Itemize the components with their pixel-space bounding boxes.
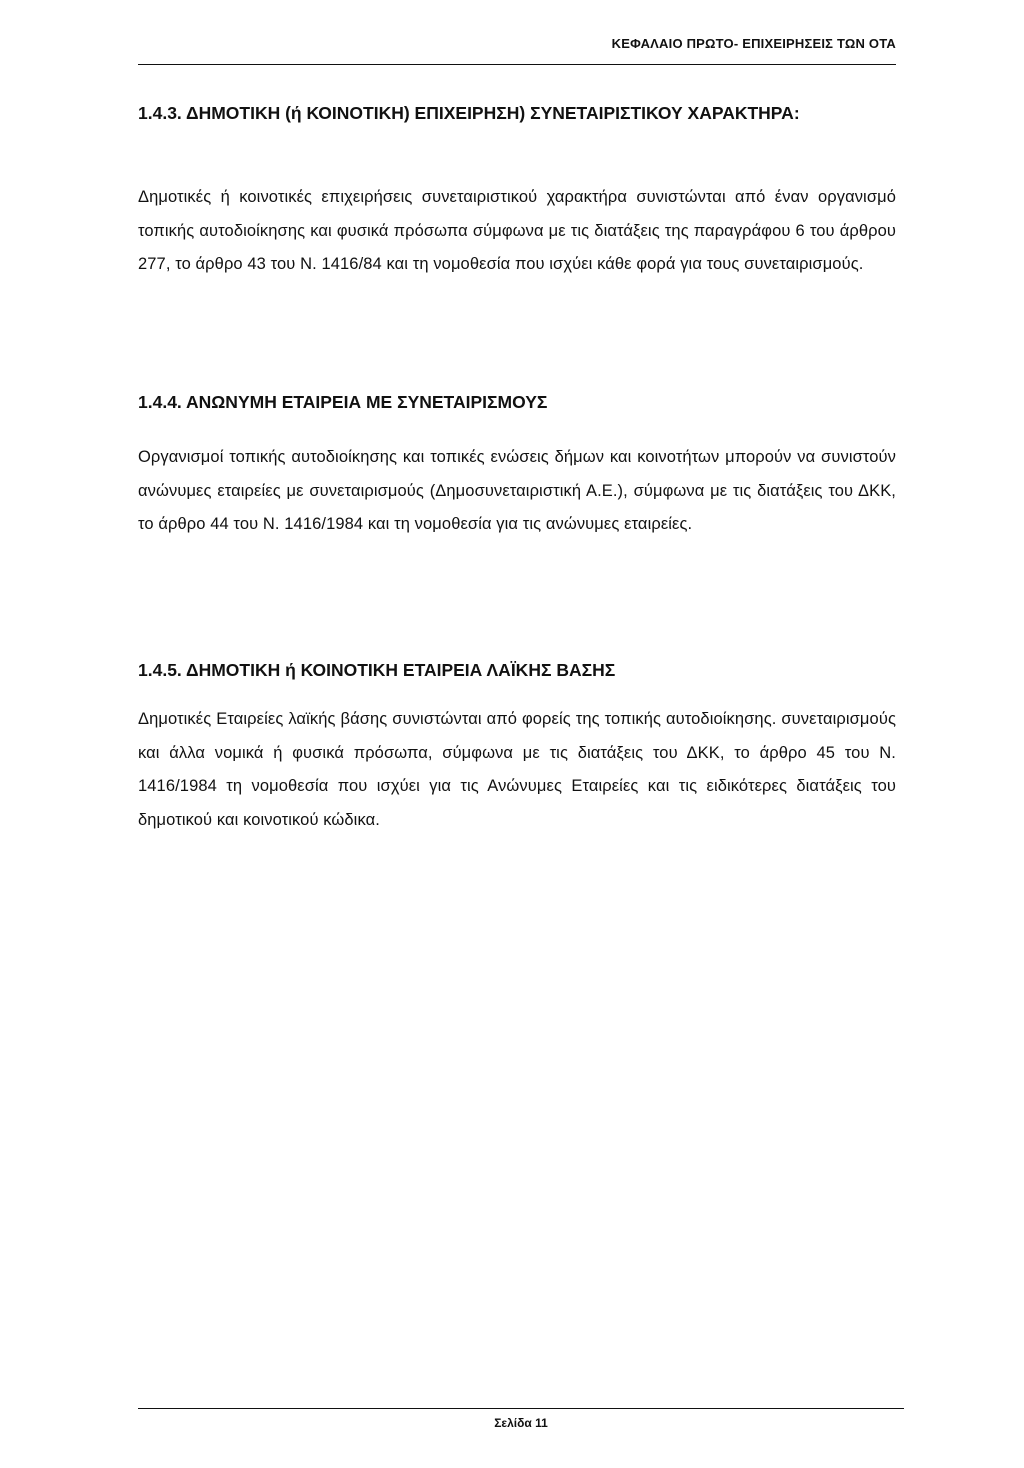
section-paragraph-1-4-3: Δημοτικές ή κοινοτικές επιχειρήσεις συνεταιριστικού χαρακτήρα συνιστώνται από έναν οργανισμό τοπικής αυτοδιοίκησης και φυσικά πρόσωπα σύμφωνα με τις διατάξεις της παραγράφου 6 του άρθρου 277, το άρθρο 43 του Ν. 1416/84 και τη νομοθεσία που ισχύει κάθε φορά για τους συνεταιρισμούς.: [138, 188, 896, 273]
running-header: ΚΕΦΑΛΑΙΟ ΠΡΩΤΟ- ΕΠΙΧΕΙΡΗΣΕΙΣ ΤΩΝ ΟΤΑ: [611, 36, 896, 51]
header-rule: [138, 64, 896, 65]
footer-rule: [138, 1408, 904, 1409]
section-paragraph-1-4-5: Δημοτικές Εταιρείες λαϊκής βάσης συνιστώνται από φορείς της τοπικής αυτοδιοίκησης. συνεταιρισμούς και άλλα νομικά ή φυσικά πρόσωπα, σύμφωνα με τις διατάξεις του ΔΚΚ, το άρθρο 45 του Ν. 1416/1984 τη νομοθεσία που ισχύει για τις Ανώνυμες Εταιρείες και τις ειδικότερες διατάξεις του δημοτικού και κοινοτικού κώδικα.: [138, 710, 896, 829]
section-heading-1-4-3: 1.4.3. ΔΗΜΟΤΙΚΗ (ή ΚΟΙΝΟΤΙΚΗ) ΕΠΙΧΕΙΡΗΣΗ) ΣΥΝΕΤΑΙΡΙΣΤΙΚΟΥ ΧΑΡΑΚΤΗΡΑ:: [138, 103, 800, 123]
section-heading-1-4-4: 1.4.4. ΑΝΩΝΥΜΗ ΕΤΑΙΡΕΙΑ ΜΕ ΣΥΝΕΤΑΙΡΙΣΜΟΥΣ: [138, 392, 548, 412]
section-heading-1-4-5: 1.4.5. ΔΗΜΟΤΙΚΗ ή ΚΟΙΝΟΤΙΚΗ ΕΤΑΙΡΕΙΑ ΛΑΪΚΗΣ ΒΑΣΗΣ: [138, 660, 616, 680]
page-number: Σελίδα 11: [494, 1416, 548, 1430]
section-paragraph-1-4-4: Οργανισμοί τοπικής αυτοδιοίκησης και τοπικές ενώσεις δήμων και κοινοτήτων μπορούν να συνιστούν ανώνυμες εταιρείες με συνεταιρισμούς (Δημοσυνεταιριστική Α.Ε.), σύμφωνα με τις διατάξεις του ΔΚΚ, το άρθρο 44 του Ν. 1416/1984 και τη νομοθεσία για τις ανώνυμες εταιρείες.: [138, 448, 896, 533]
